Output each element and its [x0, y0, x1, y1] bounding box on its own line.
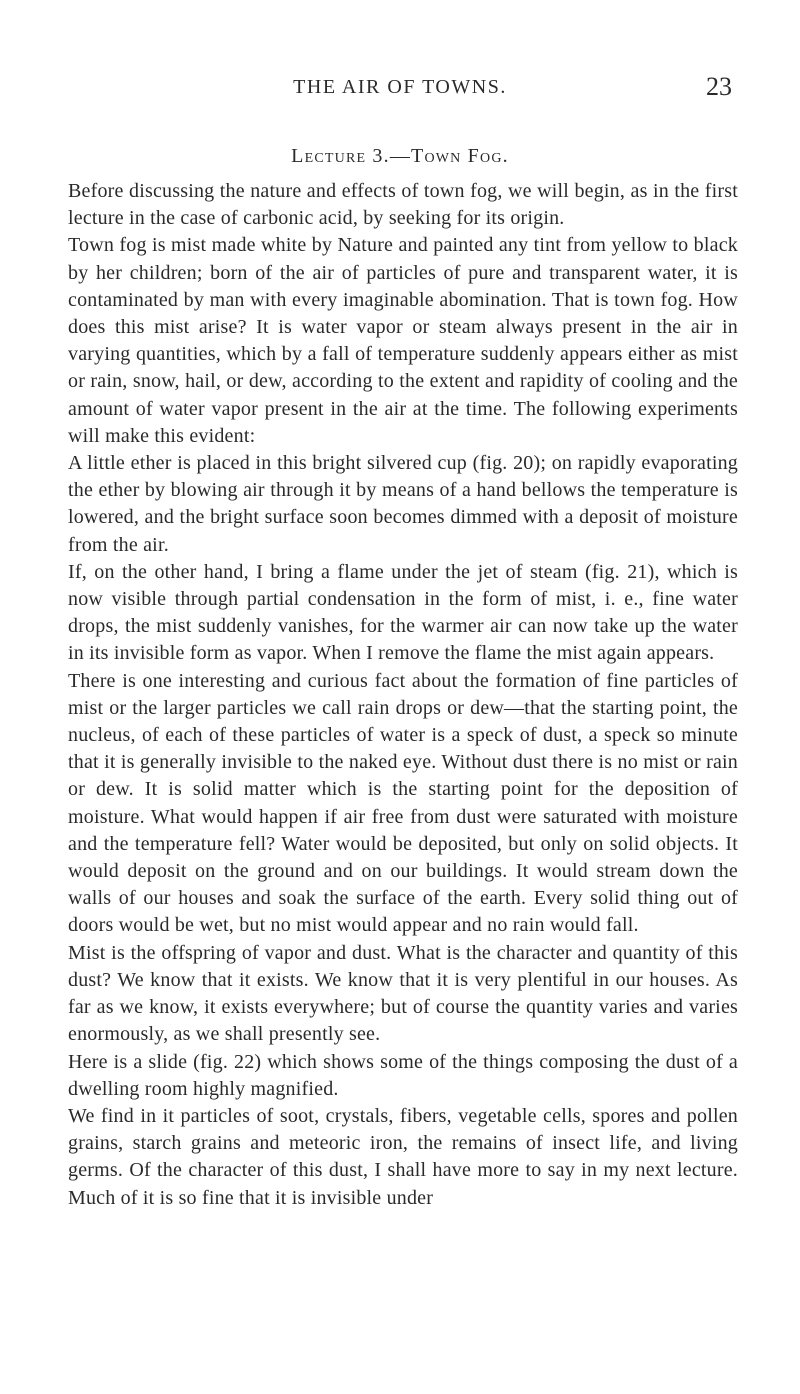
running-head: [0, 72, 800, 102]
paragraph: We find in it particles of soot, crystals, fibers, vegetable cells, spores and pollen grains, starch grains and meteoric iron, the remains of insect life, and living germs. Of the character of this dust, I shall have more to say in my next lecture. Much of it is so fine that it is invisible under: [68, 1104, 738, 1209]
paragraph: Here is a slide (fig. 22) which shows some of the things composing the dust of a dwelling room highly magnified.: [68, 1050, 738, 1100]
lecture-title: Lecture 3.—Town Fog.: [291, 145, 509, 167]
paragraph: A little ether is placed in this bright silvered cup (fig. 20); on rapidly evaporating the ether by blowing air through it by means of a hand bellows the temperature is lowered, and the bright surface soon becomes dimmed with a deposit of moisture from the air.: [68, 452, 738, 556]
paragraph: Mist is the offspring of vapor and dust. What is the character and quantity of this dust? We know that it exists. We know that it is very plentiful in our houses. As far as we know, it exists everywhere; but of course the quantity varies and varies enormously, as we shall presently see.: [68, 941, 738, 1046]
paragraph: If, on the other hand, I bring a flame under the jet of steam (fig. 21), which is now visible through partial condensation in the form of mist, i. e., fine water drops, the mist suddenly vanishes, for the warmer air can now take up the water in its invisible form as vapor. When I remove the flame the mist again appears.: [68, 560, 738, 665]
paragraph: Before discussing the nature and effects of town fog, we will begin, as in the first lecture in the case of carbonic acid, by seeking for its origin.: [68, 180, 738, 230]
paragraph: Town fog is mist made white by Nature and painted any tint from yellow to black by her children; born of the air of particles of pure and transparent water, it is contaminated by man with every imaginable abomination. That is town fog. How does this mist arise? It is water vapor or steam always present in the air in varying quantities, which by a fall of temperature suddenly appears either as mist or rain, snow, hail, or dew, according to the extent and rapidity of cooling and the amount of water vapor present in the air at the time. The following experiments will make this evident:: [68, 234, 738, 447]
body-text: [68, 178, 738, 1212]
page-number: 23: [706, 72, 732, 101]
running-title: THE AIR OF TOWNS.: [293, 76, 507, 98]
paragraph: There is one interesting and curious fact about the formation of fine particles of mist or the larger particles we call rain drops or dew—that the starting point, the nucleus, of each of these particles of water is a speck of dust, a speck so minute that it is generally invisible to the naked eye. Without dust there is no mist or rain or dew. It is solid matter which is the starting point for the deposition of moisture. What would happen if air free from dust were saturated with moisture and the temperature fell? Water would be deposited, but only on solid objects. It would deposit on the ground and on our buildings. It would stream down the walls of our houses and soak the surface of the earth. Every solid thing out of doors would be wet, but no mist would appear and no rain would fall.: [68, 669, 738, 937]
